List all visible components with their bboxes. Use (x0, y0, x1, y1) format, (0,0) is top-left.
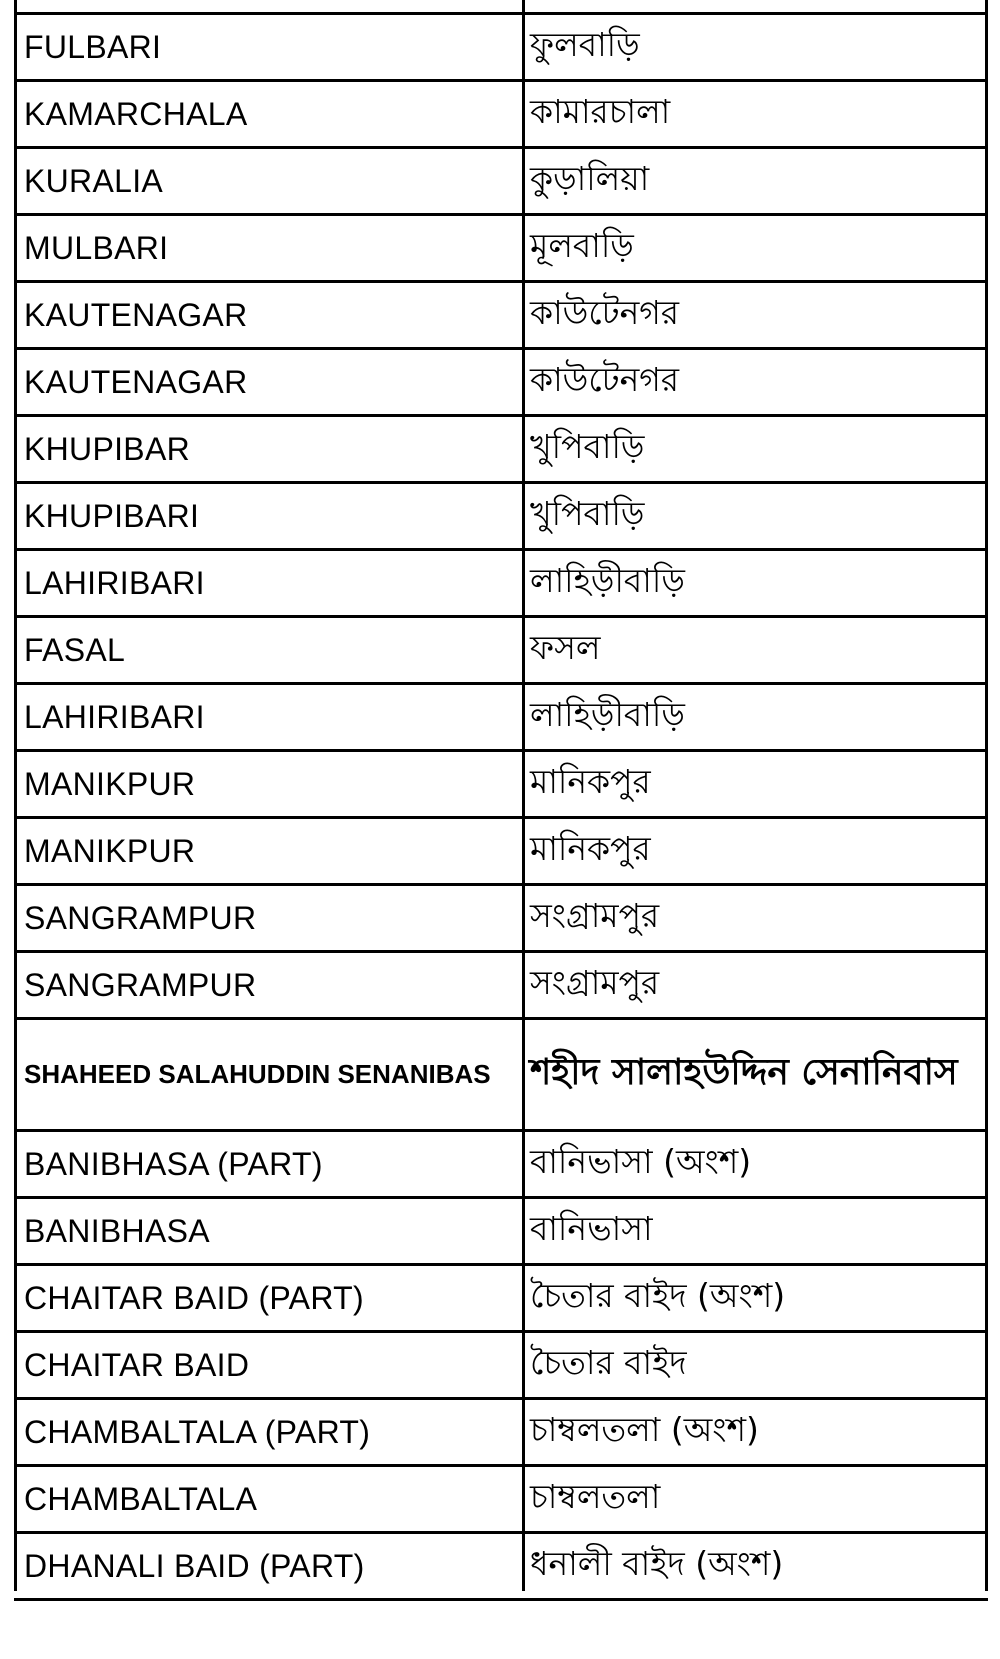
bengali-name-cell: কামারচালা (530, 92, 671, 131)
table-row (0, 752, 1000, 816)
bengali-name-cell: লাহিড়ীবাড়ি (530, 561, 685, 600)
bengali-name-cell: খুপিবাড়ি (530, 427, 645, 466)
english-name-cell: MANIKPUR (24, 765, 196, 802)
bengali-name-cell: ধনালী বাইদ (অংশ) (530, 1544, 784, 1583)
bengali-name-cell: চাম্বলতলা (530, 1477, 661, 1516)
table-row (0, 216, 1000, 280)
bengali-name-cell: ফসল (530, 628, 601, 667)
table-row (0, 1020, 1000, 1129)
table-row (0, 618, 1000, 682)
table-row (0, 350, 1000, 414)
table-row (0, 1132, 1000, 1196)
english-name-cell: CHAMBALTALA (24, 1480, 258, 1517)
english-name-cell: KHUPIBARI (24, 497, 200, 534)
english-name-cell: CHAITAR BAID (PART) (24, 1279, 364, 1316)
table-row (0, 484, 1000, 548)
english-name-cell: KAMARCHALA (24, 95, 248, 132)
english-name-cell: KHUPIBAR (24, 430, 190, 467)
table-row (0, 551, 1000, 615)
english-name-cell: KURALIA (24, 162, 164, 199)
bengali-name-cell: সংগ্রামপুর (530, 896, 660, 935)
table-row (0, 15, 1000, 79)
table-row (0, 149, 1000, 213)
table-row (0, 417, 1000, 481)
english-name-cell: LAHIRIBARI (24, 698, 205, 735)
english-name-cell: FASAL (24, 631, 126, 668)
table-row (0, 1333, 1000, 1397)
english-name-cell: MULBARI (24, 229, 169, 266)
table-row (0, 82, 1000, 146)
bengali-name-cell: ফুলবাড়ি (530, 25, 640, 64)
bengali-name-cell: খুপিবাড়ি (530, 494, 645, 533)
english-name-cell: KAUTENAGAR (24, 363, 248, 400)
english-name-cell: BANIBHASA (PART) (24, 1145, 323, 1182)
bengali-name-cell: মানিকপুর (530, 829, 651, 868)
bengali-name-cell: বানিভাসা (530, 1209, 653, 1248)
english-name-cell: DHANALI BAID (PART) (24, 1547, 365, 1584)
table-row (0, 1266, 1000, 1330)
table-row (0, 1534, 1000, 1598)
bengali-name-cell: চৈতার বাইদ (530, 1343, 687, 1382)
english-name-cell: SHAHEED SALAHUDDIN SENANIBAS (24, 1059, 491, 1089)
table-row (0, 1400, 1000, 1464)
english-name-cell: SANGRAMPUR (24, 899, 257, 936)
bengali-name-cell: চাম্বলতলা (অংশ) (530, 1410, 759, 1449)
bengali-name-cell: বানিভাসা (অংশ) (530, 1142, 752, 1181)
bengali-name-cell: শহীদ সালাহউদ্দিন সেনানিবাস (530, 1051, 958, 1093)
bengali-name-cell: কুড়ালিয়া (530, 159, 650, 198)
table-row (0, 1199, 1000, 1263)
table-row (0, 886, 1000, 950)
english-name-cell: SANGRAMPUR (24, 966, 257, 1003)
english-name-cell: CHAITAR BAID (24, 1346, 250, 1383)
table-row (0, 953, 1000, 1017)
table-row (0, 1467, 1000, 1531)
bengali-name-cell: মূলবাড়ি (530, 226, 634, 265)
table-row (0, 819, 1000, 883)
bengali-name-cell: কাউটেনগর (530, 293, 680, 332)
table-row (0, 685, 1000, 749)
bengali-name-cell: লাহিড়ীবাড়ি (530, 695, 685, 734)
bengali-name-cell: সংগ্রামপুর (530, 963, 660, 1002)
english-name-cell: LAHIRIBARI (24, 564, 205, 601)
english-name-cell: MANIKPUR (24, 832, 196, 869)
english-name-cell: CHAMBALTALA (PART) (24, 1413, 371, 1450)
table-row (0, 283, 1000, 347)
bengali-name-cell: কাউটেনগর (530, 360, 680, 399)
english-name-cell: KAUTENAGAR (24, 296, 248, 333)
row-divider (14, 1598, 988, 1601)
bengali-name-cell: চৈতার বাইদ (অংশ) (530, 1276, 786, 1315)
english-name-cell: FULBARI (24, 28, 162, 65)
bengali-name-cell: মানিকপুর (530, 762, 651, 801)
english-name-cell: BANIBHASA (24, 1212, 210, 1249)
